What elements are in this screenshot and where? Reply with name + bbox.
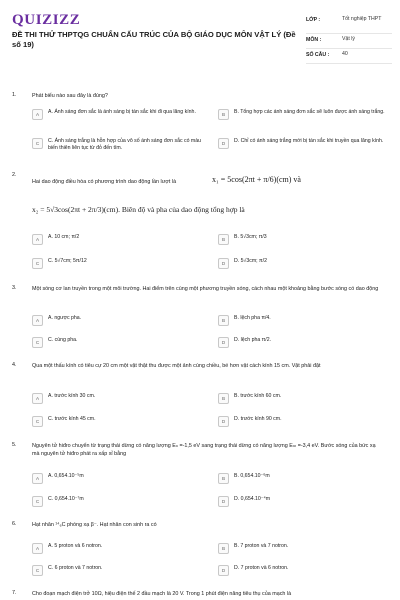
option-text: C. 0,654.10⁻⁷m xyxy=(48,496,84,502)
option-letter: C xyxy=(32,416,43,427)
worksheet-meta xyxy=(306,14,392,64)
option-text: A. ngược pha. xyxy=(48,315,82,321)
question-number: 1. xyxy=(12,92,17,98)
option-text: C. 5√7cm; 5π/12 xyxy=(48,258,87,264)
option-letter: A xyxy=(32,473,43,484)
option-text: A. 10 cm; π/2 xyxy=(48,234,80,240)
option-text: B. trước kính 60 cm. xyxy=(234,393,282,399)
option-text: B. lệch pha π/4. xyxy=(234,315,271,321)
question-text: Hai dao động điều hòa có phương trình dao động lần lượt là xyxy=(32,179,177,185)
option-letter: A xyxy=(32,234,43,245)
question-7 xyxy=(12,590,388,600)
question-text: Phát biểu nào sau đây là đúng? xyxy=(32,93,108,99)
worksheet-title: ĐỀ THI THỬ THPTQG CHUẨN CẤU TRÚC CỦA BỘ GIÁO DỤC MÔN VẬT LÝ (Đề số 19) xyxy=(12,30,296,49)
option-text: B. Tổng hợp các ánh sáng đơn sắc sẽ luôn được ánh sáng trắng. xyxy=(234,109,385,115)
option-text: A. 0,654.10⁻⁵m xyxy=(48,473,84,479)
question-number: 5. xyxy=(12,442,17,448)
option-text: D. trước kính 90 cm. xyxy=(234,416,282,422)
option-letter: C xyxy=(32,496,43,507)
option-text: D. 0,654.10⁻⁴m xyxy=(234,496,271,502)
question-text: Một sóng cơ lan truyền trong một môi trường. Hai điểm trên cùng một phương truyền sóng, cách nhau một khoảng bằng bước sóng có dao động xyxy=(32,286,379,292)
question-number: 2. xyxy=(12,172,17,178)
option-letter: A xyxy=(32,315,43,326)
option-text: A. trước kính 30 cm. xyxy=(48,393,96,399)
option-letter: D xyxy=(218,258,229,269)
option-letter: B xyxy=(218,315,229,326)
question-number: 6. xyxy=(12,521,17,527)
option-text: C. Ánh sáng trắng là hỗn hợp của vô số ánh sáng đơn sắc có màu biến thiên liên tục từ đỏ đến tím. xyxy=(48,138,202,151)
question-text: Hạt nhân ¹⁴₆C phóng xạ β⁻. Hạt nhân con sinh ra có xyxy=(32,522,157,528)
option-letter: D xyxy=(218,565,229,576)
question-number: 4. xyxy=(12,362,17,368)
question-3 xyxy=(12,285,388,351)
question-1 xyxy=(12,92,388,162)
option-letter: D xyxy=(218,416,229,427)
option-letter: C xyxy=(32,337,43,348)
option-letter: C xyxy=(32,258,43,269)
meta-subject-label: MÔN : xyxy=(306,37,322,43)
option-text: D. Chỉ có ánh sáng trắng mới bị tán sắc khi truyền qua lăng kính. xyxy=(234,138,384,144)
option-letter: A xyxy=(32,109,43,120)
question-6 xyxy=(12,521,388,581)
option-text: D. 5√3cm; π/2 xyxy=(234,258,267,264)
option-letter: B xyxy=(218,543,229,554)
option-letter: B xyxy=(218,393,229,404)
question-text: Qua một thấu kính có tiêu cự 20 cm một vật thật thu được một ảnh cùng chiều, bé hơn vật cách kính 15 cm. Vật phải đặt xyxy=(32,363,321,369)
meta-count-value: 40 xyxy=(342,51,348,57)
question-number: 3. xyxy=(12,285,17,291)
question-number: 7. xyxy=(12,590,17,596)
formula-x2: x₂ = 5√3cos(2πt + 2π/3)(cm). Biên độ và pha của dao động tổng hợp là xyxy=(32,205,245,214)
question-text: Nguyên tử hiđro chuyển từ trạng thái dừng có năng lượng Eₙ =-1,5 eV sang trạng thái dừng có năng lượng Eₘ =-3,4 eV. Bước sóng của bức xạ mà nguyên tử hiđro phát ra xấp xỉ bằng xyxy=(32,443,376,457)
question-2 xyxy=(12,172,388,278)
meta-subject-row xyxy=(306,34,392,49)
option-letter: A xyxy=(32,543,43,554)
option-letter: B xyxy=(218,473,229,484)
option-text: C. cùng pha. xyxy=(48,337,78,343)
worksheet-header xyxy=(0,0,400,80)
question-4 xyxy=(12,362,388,430)
option-text: B. 0,654.10⁻⁶m xyxy=(234,473,270,479)
meta-count-label: SỐ CÂU : xyxy=(306,52,330,58)
option-letter: B xyxy=(218,234,229,245)
question-text: Cho đoạn mạch điện trở 10Ω, hiệu điện thế 2 đầu mạch là 20 V. Trong 1 phút điện năng tiêu thụ của mạch là xyxy=(32,591,292,597)
option-text: C. trước kính 45 cm. xyxy=(48,416,96,422)
meta-subject-value: Vật lý xyxy=(342,36,355,42)
quizizz-logo: QUIZIZZ xyxy=(12,12,81,28)
meta-class-row xyxy=(306,14,392,34)
option-text: D. lệch pha π/2. xyxy=(234,337,272,343)
option-letter: C xyxy=(32,565,43,576)
option-letter: B xyxy=(218,109,229,120)
formula-x1: x₁ = 5cos(2πt + π/6)(cm) và xyxy=(212,175,301,184)
option-letter: D xyxy=(218,138,229,149)
option-text: B. 5√3cm; π/3 xyxy=(234,234,267,240)
option-letter: A xyxy=(32,393,43,404)
option-text: D. 7 proton và 6 notron. xyxy=(234,565,289,571)
option-text: C. 6 proton và 7 notron. xyxy=(48,565,103,571)
option-text: A. Ánh sáng đơn sắc là ánh sáng bị tán sắc khi đi qua lăng kính. xyxy=(48,109,196,115)
option-letter: D xyxy=(218,337,229,348)
option-letter: C xyxy=(32,138,43,149)
question-5 xyxy=(12,442,388,512)
meta-class-value: Tốt nghiệp THPT xyxy=(342,16,382,22)
option-letter: D xyxy=(218,496,229,507)
meta-class-label: LỚP : xyxy=(306,17,321,23)
option-text: A. 5 proton và 6 notron. xyxy=(48,543,103,549)
option-text: B. 7 proton và 7 notron. xyxy=(234,543,289,549)
meta-count-row xyxy=(306,49,392,64)
